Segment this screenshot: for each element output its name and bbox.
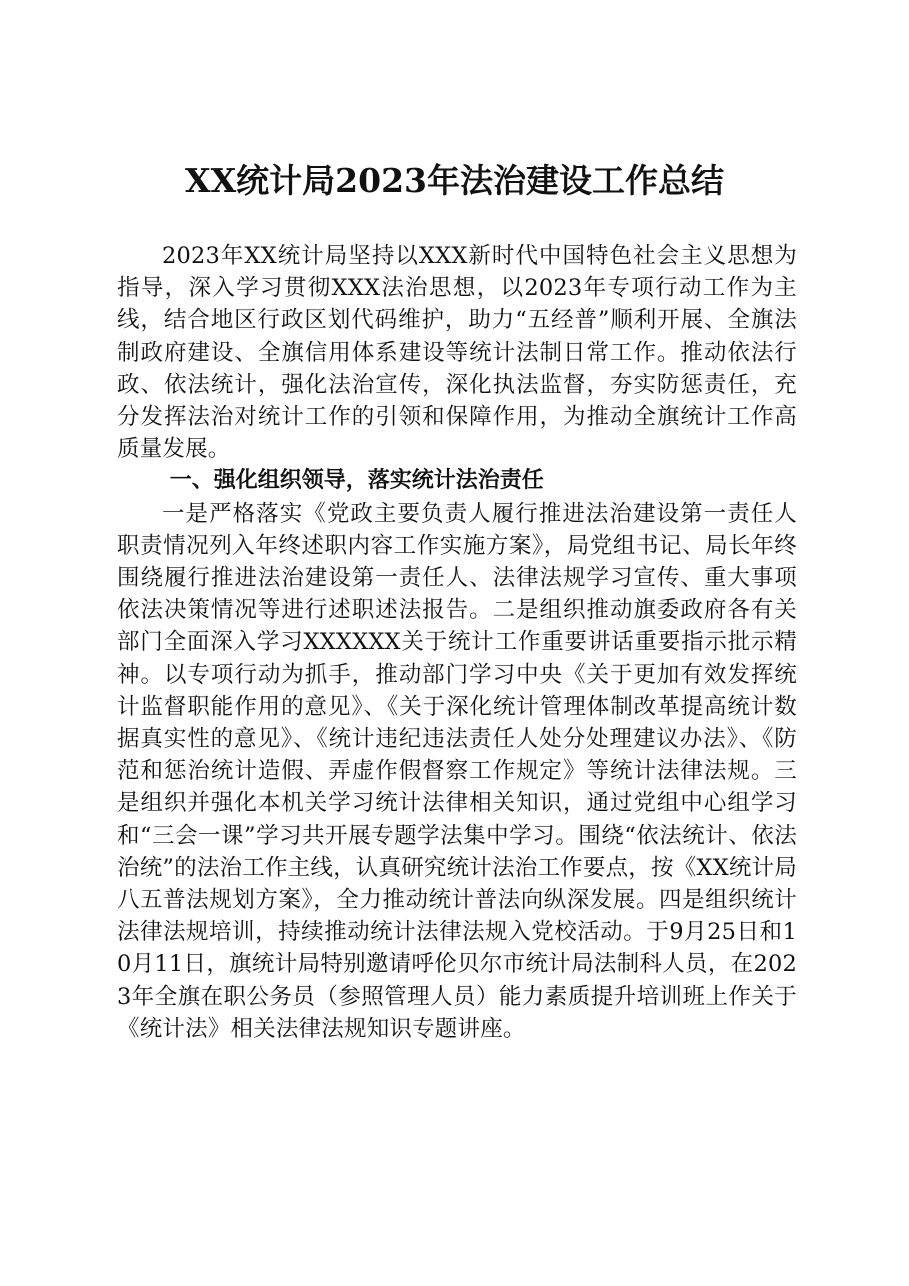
intro-paragraph: 2023年XX统计局坚持以XXX新时代中国特色社会主义思想为指导，深入学习贯彻XXX法治思想，以2023年专项行动工作为主线，结合地区行政区划代码维护，助力“五经普”顺利开展、全旗法制政府建设、全旗信用体系建设等统计法制日常工作。推动依法行政、依法统计，强化法治宣传，深化执法监督，夯实防惩责任，充分发挥法治对统计工作的引领和保障作用，为推动全旗统计工作高质量发展。 bbox=[117, 243, 797, 463]
document-body bbox=[117, 240, 797, 1045]
document-title: XX统计局2023年法治建设工作总结 bbox=[184, 161, 725, 200]
section-heading-1: 一、强化组织领导，落实统计法治责任 bbox=[169, 468, 544, 494]
section-1-paragraph: 一是严格落实《党政主要负责人履行推进法治建设第一责任人职责情况列入年终述职内容工作实施方案》，局党组书记、局长年终围绕履行推进法治建设第一责任人、法律法规学习宣传、重大事项依法决策情况等进行述职述法报告。二是组织推动旗委政府各有关部门全面深入学习XXXXXX关于统计工作重要讲话重要指示批示精神。以专项行动为抓手，推动部门学习中央《关于更加有效发挥统计监督职能作用的意见》、《关于深化统计管理体制改革提高统计数据真实性的意见》、《统计违纪违法责任人处分处理建议办法》、《防范和惩治统计造假、弄虚作假督察工作规定》等统计法律法规。三是组织并强化本机关学习统计法律相关知识，通过党组中心组学习和“三会一课”学习共开展专题学法集中学习。围绕“依法统计、依法治统”的法治工作主线，认真研究统计法治工作要点，按《XX统计局八五普法规划方案》，全力推动统计普法向纵深发展。四是组织统计法律法规培训，持续推动统计法律法规入党校活动。于9月25日和10月11日，旗统计局特别邀请呼伦贝尔市统计局法制科人员，在2023年全旗在职公务员（参照管理人员）能力素质提升培训班上作关于《统计法》相关法律法规知识专题讲座。 bbox=[117, 500, 797, 1042]
